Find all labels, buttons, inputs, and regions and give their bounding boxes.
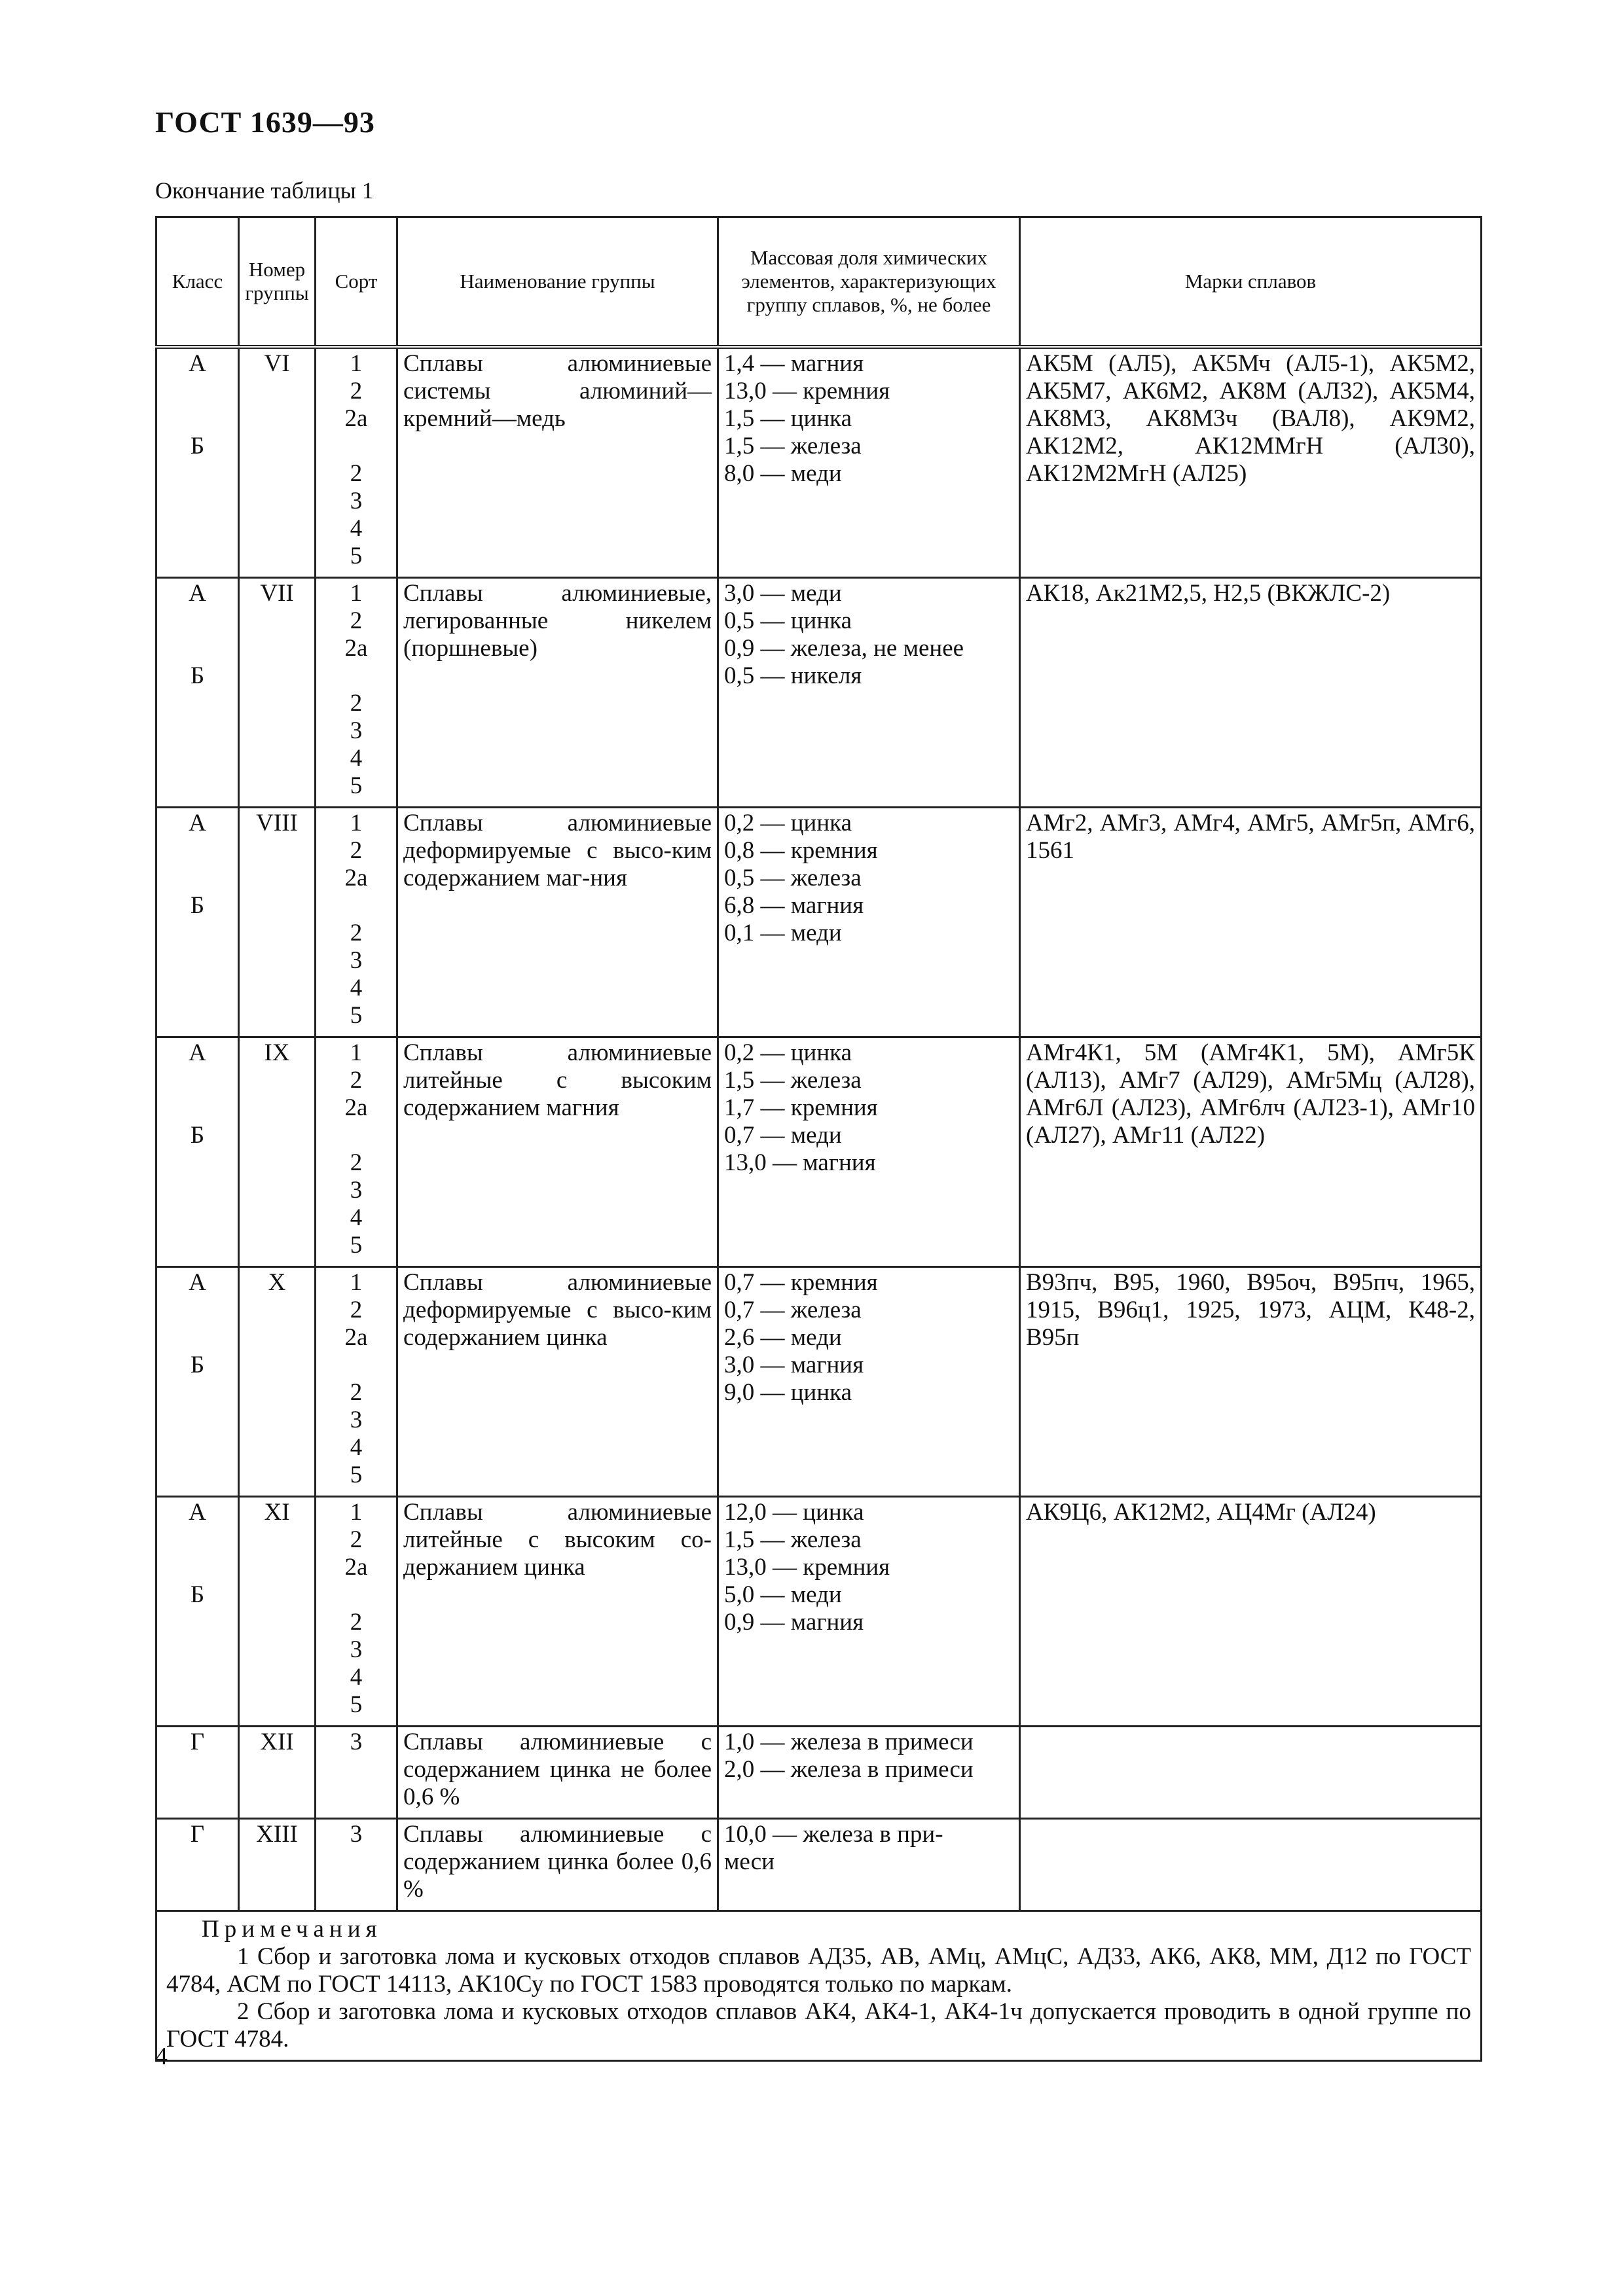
class-value: Б [190, 892, 205, 919]
mass-fraction-line: 1,5 — цинка [724, 405, 852, 432]
group-name-cell: Сплавы алюминиевые с содержанием цинка не более 0,6 % [397, 1727, 718, 1819]
sort-value: 2 [350, 378, 363, 404]
mass-fraction-line: 6,8 — магния [724, 892, 864, 919]
mass-fraction-line: 2,6 — меди [724, 1324, 842, 1351]
mass-fraction-line: 12,0 — цинка [724, 1499, 864, 1526]
group-number-cell: VII [239, 578, 316, 808]
sort-value: 2 [350, 690, 363, 717]
alloy-grades-cell: АМг4К1, 5М (АМг4К1, 5М), АМг5К (АЛ13), АМг7 (АЛ29), АМг5Мц (АЛ28), АМг6Л (АЛ23), АМг6лч (АЛ23-1), АМг10 (АЛ27), АМг11 (АЛ22) [1020, 1037, 1482, 1267]
mass-fraction-line: 0,5 — железа [724, 865, 862, 891]
sort-value: 1 [350, 580, 363, 607]
notes-heading: Примечания [202, 1916, 382, 1943]
group-name-cell: Сплавы алюминиевые литейные с высоким со-держанием цинка [397, 1497, 718, 1727]
column-header-sort: Сорт [316, 217, 397, 348]
table-row [156, 808, 1482, 1037]
mass-fraction-line: 3,0 — магния [724, 1352, 864, 1378]
notes-cell [156, 1911, 1482, 2061]
sort-value: 3 [350, 1729, 363, 1755]
class-value: Б [190, 433, 205, 459]
mass-fraction-cell [718, 808, 1020, 1037]
mass-fraction-line: 0,1 — меди [724, 920, 842, 946]
group-number-cell: VIII [239, 808, 316, 1037]
sort-cell [316, 578, 397, 808]
alloy-groups-table [155, 216, 1482, 2062]
mass-fraction-cell [718, 1037, 1020, 1267]
alloy-grades-cell [1020, 1727, 1482, 1819]
class-value: А [189, 350, 206, 377]
sort-value: 2 [350, 1379, 363, 1406]
mass-fraction-line: 0,7 — железа [724, 1297, 862, 1323]
class-cell [156, 1037, 239, 1267]
sort-value: 2а [344, 1554, 368, 1581]
sort-value: 3 [350, 717, 363, 744]
table-row [156, 1037, 1482, 1267]
sort-value: 3 [350, 1407, 363, 1433]
class-value: Г [190, 1821, 205, 1848]
group-number-cell: IX [239, 1037, 316, 1267]
mass-fraction-line: 0,9 — железа, не менее [724, 635, 964, 662]
mass-fraction-line: 1,7 — кремния [724, 1094, 878, 1121]
sort-cell [316, 808, 397, 1037]
sort-value: 2а [344, 1094, 368, 1121]
sort-value: 4 [350, 515, 363, 542]
column-header-class: Класс [156, 217, 239, 348]
mass-fraction-cell [718, 347, 1020, 578]
sort-value: 2а [344, 405, 368, 432]
table-row [156, 347, 1482, 578]
notes-row [156, 1911, 1482, 2061]
sort-value: 3 [350, 1636, 363, 1663]
class-cell [156, 808, 239, 1037]
table-row [156, 578, 1482, 808]
sort-cell [316, 1037, 397, 1267]
table-row [156, 1727, 1482, 1819]
table-row [156, 1267, 1482, 1497]
class-cell [156, 1497, 239, 1727]
mass-fraction-line: 13,0 — магния [724, 1149, 876, 1176]
sort-value: 2 [350, 1067, 363, 1094]
group-number-cell: VI [239, 347, 316, 578]
table-body [156, 347, 1482, 1911]
class-cell [156, 1267, 239, 1497]
sort-value: 5 [350, 1002, 363, 1029]
sort-value: 4 [350, 1204, 363, 1231]
mass-fraction-line: 0,5 — никеля [724, 662, 862, 689]
mass-fraction-line: 5,0 — меди [724, 1581, 842, 1608]
group-name-cell: Сплавы алюминиевые деформируемые с высо-ким содержанием маг-ния [397, 808, 718, 1037]
class-value: Б [190, 1581, 205, 1608]
sort-value: 4 [350, 975, 363, 1001]
mass-fraction-line: 3,0 — меди [724, 580, 842, 607]
mass-fraction-line: 0,2 — цинка [724, 810, 852, 836]
mass-fraction-cell [718, 1497, 1020, 1727]
sort-value: 1 [350, 1269, 363, 1296]
mass-fraction-line: 0,8 — кремния [724, 837, 878, 864]
group-number-cell: XII [239, 1727, 316, 1819]
column-header-group-name: Наименование группы [397, 217, 718, 348]
mass-fraction-line: 0,7 — меди [724, 1122, 842, 1149]
mass-fraction-line: 0,7 — кремния [724, 1269, 878, 1296]
group-name-cell: Сплавы алюминиевые системы алюминий—кремний—медь [397, 347, 718, 578]
sort-cell [316, 1497, 397, 1727]
mass-fraction-line: 0,5 — цинка [724, 607, 852, 634]
mass-fraction-line: 1,5 — железа [724, 433, 862, 459]
alloy-grades-cell: АК9Ц6, АК12М2, АЦ4Мг (АЛ24) [1020, 1497, 1482, 1727]
sort-value: 3 [350, 1177, 363, 1204]
class-value: А [189, 1039, 206, 1066]
sort-cell [316, 347, 397, 578]
mass-fraction-line: 0,9 — магния [724, 1609, 864, 1636]
group-name-cell: Сплавы алюминиевые, легированные никелем (поршневые) [397, 578, 718, 808]
sort-value: 4 [350, 1664, 363, 1691]
class-cell [156, 578, 239, 808]
class-value: Б [190, 1352, 205, 1378]
sort-value: 5 [350, 543, 363, 569]
sort-value: 4 [350, 745, 363, 772]
column-header-group-number: Номер группы [239, 217, 316, 348]
mass-fraction-line: 0,2 — цинка [724, 1039, 852, 1066]
table-header-row [156, 217, 1482, 348]
sort-value: 2 [350, 837, 363, 864]
mass-fraction-line: 1,5 — железа [724, 1526, 862, 1553]
mass-fraction-line: 8,0 — меди [724, 460, 842, 487]
column-header-alloy-grades: Марки сплавов [1020, 217, 1482, 348]
sort-value: 1 [350, 1499, 363, 1526]
class-value: А [189, 1499, 206, 1526]
mass-fraction-cell [718, 1819, 1020, 1911]
group-name-cell: Сплавы алюминиевые деформируемые с высо-ким содержанием цинка [397, 1267, 718, 1497]
group-number-cell: X [239, 1267, 316, 1497]
sort-value: 2 [350, 1149, 363, 1176]
mass-fraction-cell [718, 1267, 1020, 1497]
sort-cell [316, 1819, 397, 1911]
mass-fraction-line: 13,0 — кремния [724, 378, 890, 404]
sort-value: 2а [344, 865, 368, 891]
sort-value: 2а [344, 1324, 368, 1351]
table-row [156, 1497, 1482, 1727]
alloy-grades-cell [1020, 1819, 1482, 1911]
sort-value: 4 [350, 1434, 363, 1461]
group-name-cell: Сплавы алюминиевые с содержанием цинка более 0,6 % [397, 1819, 718, 1911]
sort-cell [316, 1267, 397, 1497]
alloy-grades-cell: АК18, Ак21М2,5, Н2,5 (ВКЖЛС-2) [1020, 578, 1482, 808]
group-number-cell: XIII [239, 1819, 316, 1911]
sort-value: 5 [350, 1691, 363, 1718]
column-header-mass-fraction: Массовая доля химических элементов, характеризующих группу сплавов, %, не более [718, 217, 1020, 348]
group-name-cell: Сплавы алюминиевые литейные с высоким содержанием магния [397, 1037, 718, 1267]
group-number-cell: XI [239, 1497, 316, 1727]
mass-fraction-line: 1,5 — железа [724, 1067, 862, 1094]
sort-value: 2 [350, 1609, 363, 1636]
mass-fraction-cell [718, 578, 1020, 808]
document-id: ГОСТ 1639—93 [155, 105, 375, 139]
sort-value: 2 [350, 460, 363, 487]
class-cell [156, 1727, 239, 1819]
table-caption: Окончание таблицы 1 [155, 177, 374, 204]
mass-fraction-line: 9,0 — цинка [724, 1379, 852, 1406]
sort-value: 5 [350, 1462, 363, 1488]
sort-value: 3 [350, 488, 363, 514]
sort-value: 1 [350, 1039, 363, 1066]
sort-value: 5 [350, 1232, 363, 1259]
mass-fraction-line: меси [724, 1848, 775, 1875]
sort-value: 3 [350, 1821, 363, 1848]
mass-fraction-line: 10,0 — железа в при- [724, 1821, 943, 1848]
sort-value: 5 [350, 772, 363, 799]
sort-value: 2а [344, 635, 368, 662]
class-cell [156, 347, 239, 578]
class-value: Г [190, 1729, 205, 1755]
mass-fraction-cell [718, 1727, 1020, 1819]
class-value: Б [190, 1122, 205, 1149]
sort-value: 1 [350, 810, 363, 836]
class-value: А [189, 1269, 206, 1296]
class-value: А [189, 810, 206, 836]
sort-value: 1 [350, 350, 363, 377]
class-value: Б [190, 662, 205, 689]
alloy-grades-cell: В93пч, В95, 1960, В95оч, В95пч, 1965, 1915, В96ц1, 1925, 1973, АЦМ, К48-2, В95п [1020, 1267, 1482, 1497]
sort-cell [316, 1727, 397, 1819]
sort-value: 2 [350, 920, 363, 946]
sort-value: 3 [350, 947, 363, 974]
page-number: 4 [155, 2043, 168, 2070]
note-item: 1 Сбор и заготовка лома и кусковых отходов сплавов АД35, АВ, АМц, АМцС, АД33, АК6, АК8, ММ, Д12 по ГОСТ 4784, АСМ по ГОСТ 14113, АК10Су по ГОСТ 1583 проводятся только по маркам. [166, 1943, 1471, 1998]
note-item: 2 Сбор и заготовка лома и кусковых отходов сплавов АК4, АК4-1, АК4-1ч допускается проводить в одной группе по ГОСТ 4784. [166, 1998, 1471, 2053]
sort-value: 2 [350, 1297, 363, 1323]
alloy-grades-cell: АМг2, АМг3, АМг4, АМг5, АМг5п, АМг6, 1561 [1020, 808, 1482, 1037]
sort-value: 2 [350, 1526, 363, 1553]
class-cell [156, 1819, 239, 1911]
table-row [156, 1819, 1482, 1911]
mass-fraction-line: 13,0 — кремния [724, 1554, 890, 1581]
class-value: А [189, 580, 206, 607]
mass-fraction-line: 1,4 — магния [724, 350, 864, 377]
mass-fraction-line: 1,0 — железа в примеси [724, 1729, 974, 1755]
sort-value: 2 [350, 607, 363, 634]
mass-fraction-line: 2,0 — железа в примеси [724, 1756, 974, 1783]
alloy-grades-cell: АК5М (АЛ5), АК5Мч (АЛ5-1), АК5М2, АК5М7, АК6М2, АК8М (АЛ32), АК5М4, АК8М3, АК8М3ч (ВАЛ8), АК9М2, АК12М2, АК12ММгН (АЛ30), АК12М2МгН (АЛ25) [1020, 347, 1482, 578]
